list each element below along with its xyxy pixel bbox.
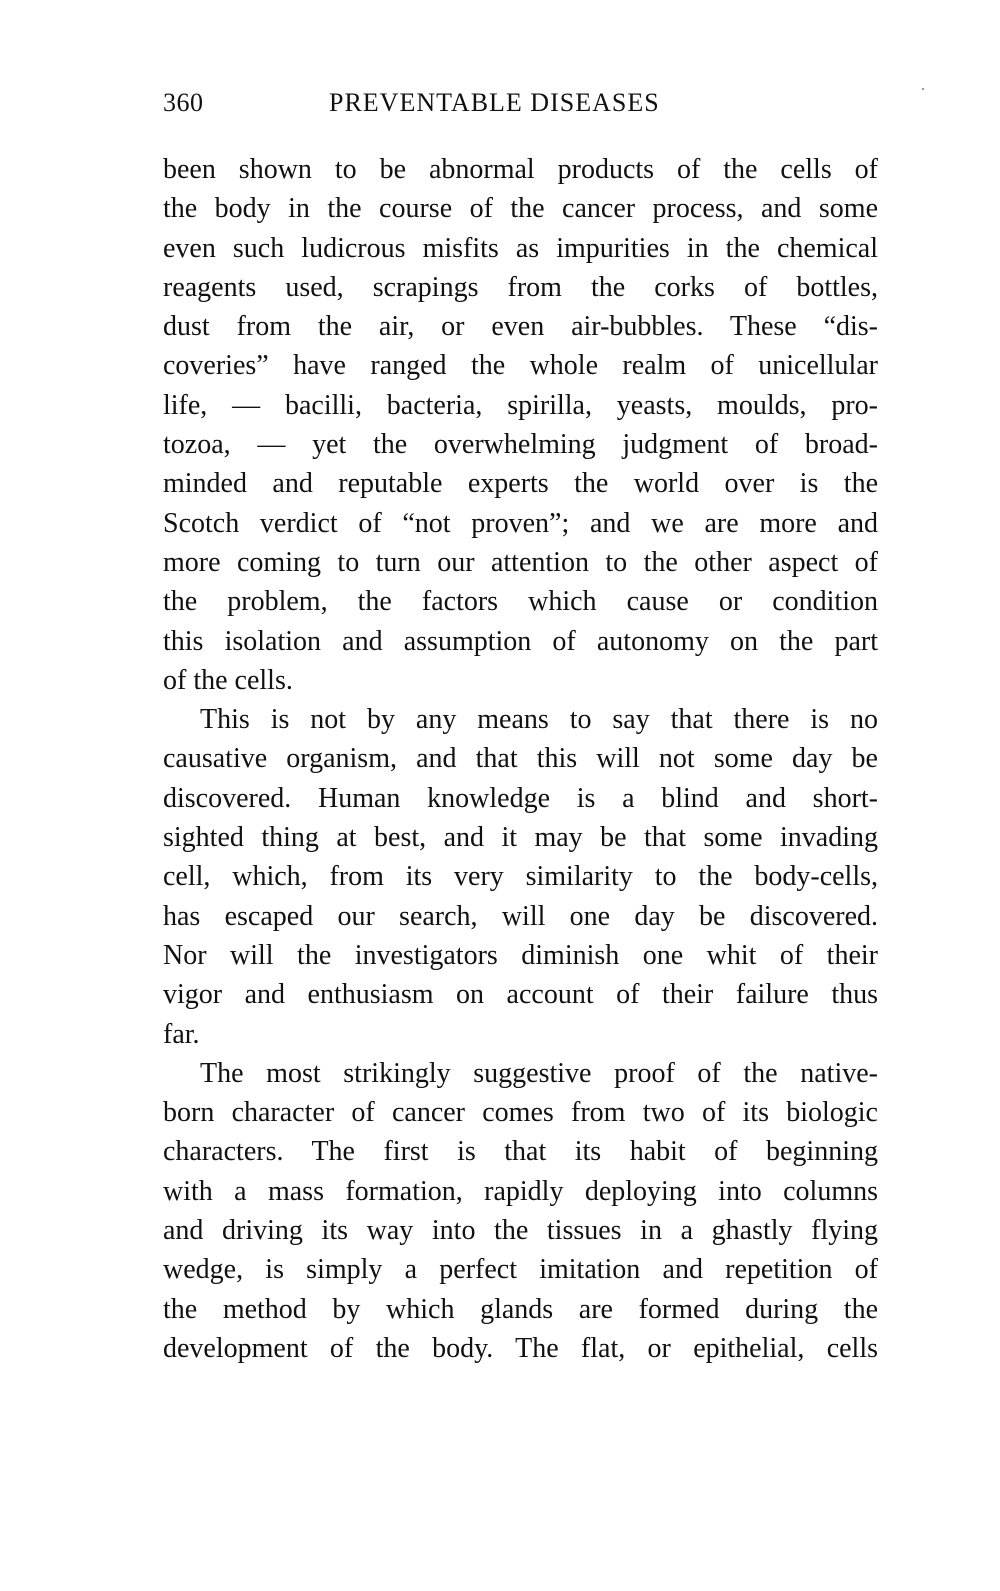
- page-number: 360: [163, 88, 204, 117]
- paragraph: [163, 150, 878, 700]
- text-line: characters. The first is that its habit of beginning: [163, 1136, 878, 1168]
- text-line: been shown to be abnormal products of the cells of: [163, 154, 878, 185]
- text-line: wedge, is simply a perfect imitation and repetition of: [163, 1254, 878, 1286]
- text-line: discovered. Human knowledge is a blind and short-: [163, 782, 878, 814]
- text-line: dust from the air, or even air-bubbles. These “dis-: [163, 311, 878, 343]
- text-line: causative organism, and that this will not some day be: [163, 743, 878, 775]
- text-line: of the cells.: [163, 664, 293, 696]
- text-line: Nor will the investigators diminish one whit of their: [163, 939, 878, 971]
- text-line: this isolation and assumption of autonomy on the part: [163, 625, 878, 657]
- text-line: sighted thing at best, and it may be that some invading: [163, 822, 878, 854]
- body-text: [163, 150, 878, 1368]
- text-line: with a mass formation, rapidly deploying into columns: [163, 1175, 878, 1207]
- text-line: more coming to turn our attention to the other aspect of: [163, 546, 878, 578]
- text-line: cell, which, from its very similarity to the body-cells,: [163, 861, 878, 893]
- paragraph: [163, 1054, 878, 1368]
- text-line: born character of cancer comes from two of its biologic: [163, 1097, 878, 1129]
- text-line: life, — bacilli, bacteria, spirilla, yeasts, moulds, pro-: [163, 389, 878, 421]
- text-line: the problem, the factors which cause or condition: [163, 586, 878, 618]
- text-line: tozoa, — yet the overwhelming judgment of broad-: [163, 429, 878, 461]
- text-line: coveries” have ranged the whole realm of unicellular: [163, 350, 878, 382]
- text-line: far.: [163, 1018, 200, 1050]
- text-line: and driving its way into the tissues in a ghastly flying: [163, 1215, 878, 1247]
- text-line: the method by which glands are formed during the: [163, 1293, 878, 1325]
- text-line: This is not by any means to say that there is no: [200, 704, 878, 736]
- text-line: development of the body. The flat, or epithelial, cells: [163, 1332, 878, 1364]
- text-line: even such ludicrous misfits as impurities in the chemical: [163, 232, 878, 264]
- text-line: the body in the course of the cancer process, and some: [163, 193, 878, 225]
- text-line: The most strikingly suggestive proof of the native-: [200, 1057, 878, 1089]
- scan-speck: [922, 88, 924, 90]
- text-line: vigor and enthusiasm on account of their failure thus: [163, 979, 878, 1011]
- text-line: has escaped our search, will one day be discovered.: [163, 900, 878, 932]
- page-header: [163, 88, 878, 128]
- paragraph: [163, 700, 878, 1054]
- text-line: Scotch verdict of “not proven”; and we are more and: [163, 507, 878, 539]
- running-title: PREVENTABLE DISEASES: [329, 88, 660, 117]
- text-line: reagents used, scrapings from the corks of bottles,: [163, 271, 878, 303]
- text-line: minded and reputable experts the world over is the: [163, 468, 878, 500]
